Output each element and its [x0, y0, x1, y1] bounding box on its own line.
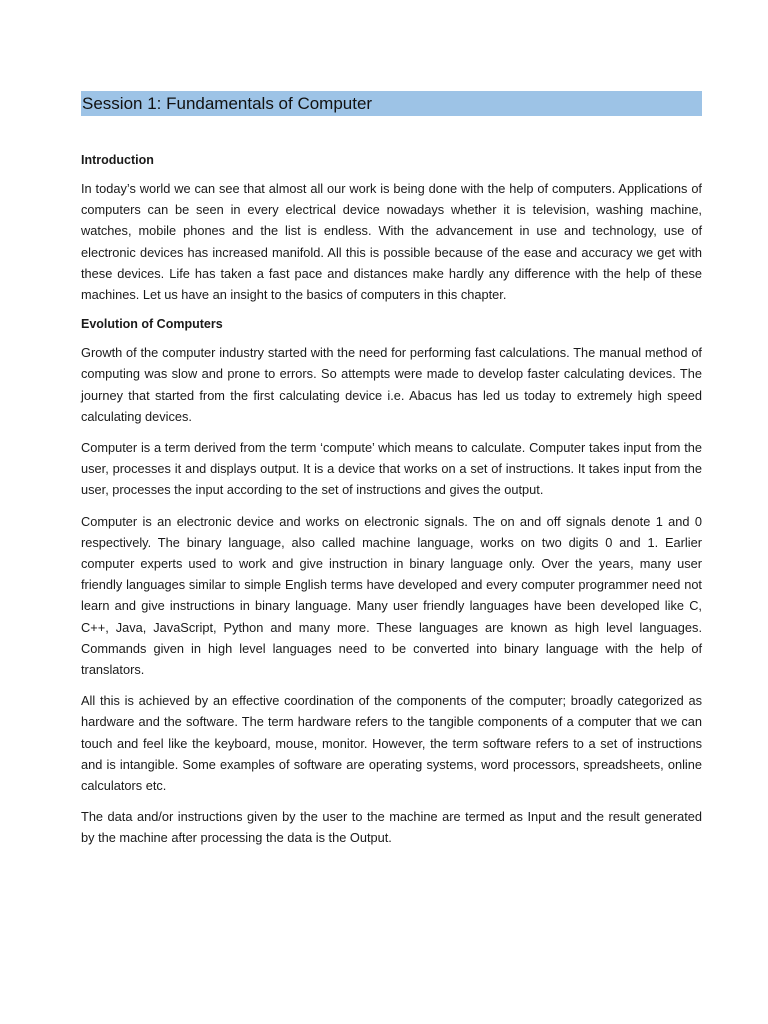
introduction-paragraph: In today’s world we can see that almost all our work is being done with the help of computers. Applications of computers can be seen in every electrical device nowadays whether it is television, washing machine, watches, mobile phones and the list is endless. With the advancement in use and technology, use of electronic devices has increased manifold. All this is possible because of the ease and accuracy we get with these devices. Life has taken a fast pace and distances make hardly any difference with the help of these machines. Let us have an insight to the basics of computers in this chapter.	[81, 181, 702, 303]
evolution-paragraph-4: All this is achieved by an effective coordination of the components of the computer; broadly categorized as hardware and the software. The term hardware refers to the tangible components of a computer that we can touch and feel like the keyboard, mouse, monitor. However, the term software refers to a set of instructions and is intangible. Some examples of software are operating systems, word processors, spreadsheets, online calculators etc.	[81, 693, 702, 794]
session-title: Session 1: Fundamentals of Computer	[81, 91, 702, 116]
evolution-paragraph-3: Computer is an electronic device and works on electronic signals. The on and off signals denote 1 and 0 respectively. The binary language, also called machine language, works on two digits 0 and 1. Earlier computer experts used to work and give instruction in binary language only. Over the years, many user friendly languages similar to simple English terms have developed and every computer programmer need not learn and give instructions in binary language. Many user friendly languages have been developed like C, C++, Java, JavaScript, Python and many more. These languages are known as high level languages. Commands given in high level languages need to be converted into binary language with the help of translators.	[81, 513, 702, 678]
introduction-heading: Introduction	[81, 153, 154, 167]
evolution-paragraph-2: Computer is a term derived from the term ‘compute’ which means to calculate. Computer takes input from the user, processes it and displays output. It is a device that works on a set of instructions. It takes input from the user, processes the input according to the set of instructions and gives the output.	[81, 440, 702, 498]
evolution-heading: Evolution of Computers	[81, 317, 223, 332]
document-page	[81, 91, 702, 859]
evolution-paragraph-5: The data and/or instructions given by the user to the machine are termed as Input and the result generated by the machine after processing the data is the Output.	[81, 809, 702, 846]
evolution-paragraph-1: Growth of the computer industry started with the need for performing fast calculations. The manual method of computing was slow and prone to errors. So attempts were made to develop faster calculating devices. The journey that started from the first calculating device i.e. Abacus has led us today to extremely high speed calculating devices.	[81, 345, 702, 424]
